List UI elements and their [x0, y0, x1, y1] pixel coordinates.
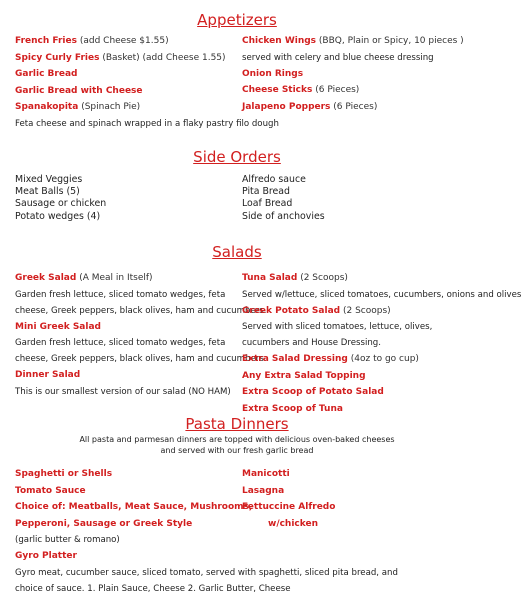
item-description: choice of sauce. 1. Plain Sauce, Cheese 2. Garlic Butter, Cheese — [15, 583, 291, 594]
menu-item: Extra Scoop of Tuna — [242, 403, 343, 414]
menu-item: Garlic Bread — [15, 69, 78, 79]
side-item: Mixed Veggies — [15, 174, 83, 185]
side-item: Alfredo sauce — [242, 174, 306, 185]
menu-item: Greek Potato Salad (2 Scoops) — [242, 305, 391, 316]
menu-item: Tuna Salad (2 Scoops) — [242, 273, 348, 283]
item-description: cucumbers and House Dressing. — [242, 338, 381, 348]
salads-left-column — [15, 270, 266, 400]
side-item: Potato wedges (4) — [15, 210, 101, 222]
salads-right-column — [242, 270, 521, 417]
menu-item: Dinner Salad — [15, 370, 81, 380]
menu-item: Pepperoni, Sausage or Greek Style — [15, 518, 193, 529]
item-description: (garlic butter & romano) — [15, 535, 120, 545]
side-orders-heading: Side Orders — [193, 148, 281, 166]
menu-item: Spaghetti or Shells — [15, 469, 113, 479]
menu-item: w/chicken — [268, 518, 319, 529]
menu-item: Tomato Sauce — [15, 485, 86, 496]
item-description: Garden fresh lettuce, sliced tomato wedges, feta — [15, 338, 226, 348]
menu-item: Any Extra Salad Topping — [242, 370, 366, 381]
item-description: Garden fresh lettuce, sliced tomato wedges, feta — [15, 289, 226, 300]
menu-item: Extra Salad Dressing (4oz to go cup) — [242, 354, 419, 364]
item-description: Gyro meat, cucumber sauce, sliced tomato, served with spaghetti, sliced pita bread, and — [15, 567, 398, 578]
item-description: Served w/lettuce, sliced tomatoes, cucumbers, onions and olives — [242, 289, 521, 300]
side-item: Meat Balls (5) — [15, 186, 80, 198]
pasta-dinners-heading: Pasta Dinners — [185, 415, 289, 433]
pasta-note: and served with our fresh garlic bread — [160, 446, 314, 455]
side-orders-right-column — [242, 174, 325, 223]
menu-item: Spicy Curly Fries (Basket) (add Cheese 1.55) — [15, 52, 226, 63]
appetizers-left-column — [15, 33, 279, 132]
menu-item: Spanakopita (Spinach Pie) — [15, 102, 141, 112]
menu-item: Garlic Bread with Cheese — [15, 85, 143, 96]
pasta-left-column — [15, 466, 398, 597]
menu-item: Lasagna — [242, 485, 285, 496]
side-item: Pita Bread — [242, 186, 290, 198]
item-description: served with celery and blue cheese dressing — [242, 52, 434, 63]
menu-item: Gyro Platter — [15, 551, 77, 561]
menu-item: Onion Rings — [242, 68, 304, 79]
menu-item: French Fries (add Cheese $1.55) — [15, 36, 169, 46]
side-orders-left-column — [15, 174, 106, 223]
menu-item: Mini Greek Salad — [15, 321, 101, 332]
pasta-note: All pasta and parmesan dinners are topped with delicious oven-baked cheeses — [79, 435, 395, 444]
item-description: cheese, Greek peppers, black olives, ham and cucumbers. — [15, 354, 267, 364]
item-description: cheese, Greek peppers, black olives, ham and cucumbers. — [15, 305, 267, 316]
item-description: Served with sliced tomatoes, lettuce, olives, — [242, 322, 433, 332]
salads-heading: Salads — [212, 243, 262, 261]
side-item: Loaf Bread — [242, 198, 293, 210]
side-item: Side of anchovies — [242, 210, 325, 222]
menu-item: Manicotti — [242, 469, 290, 479]
menu-item: Jalapeno Poppers (6 Pieces) — [242, 101, 378, 112]
item-description: Feta cheese and spinach wrapped in a flaky pastry filo dough — [15, 118, 279, 129]
pasta-right-column — [242, 466, 335, 532]
menu-item: Cheese Sticks (6 Pieces) — [242, 85, 360, 95]
menu-item: Extra Scoop of Potato Salad — [242, 387, 384, 397]
side-item: Sausage or chicken — [15, 198, 107, 210]
appetizers-right-column — [242, 33, 464, 115]
appetizers-heading: Appetizers — [197, 11, 277, 29]
item-description: This is our smallest version of our salad (NO HAM) — [15, 386, 231, 397]
menu-item: Fettuccine Alfredo — [242, 502, 336, 512]
menu-item: Choice of: Meatballs, Meat Sauce, Mushrooms, — [15, 502, 253, 512]
menu-item: Chicken Wings (BBQ, Plain or Spicy, 10 pieces ) — [242, 36, 464, 46]
menu-item: Greek Salad (A Meal in Itself) — [15, 273, 153, 283]
